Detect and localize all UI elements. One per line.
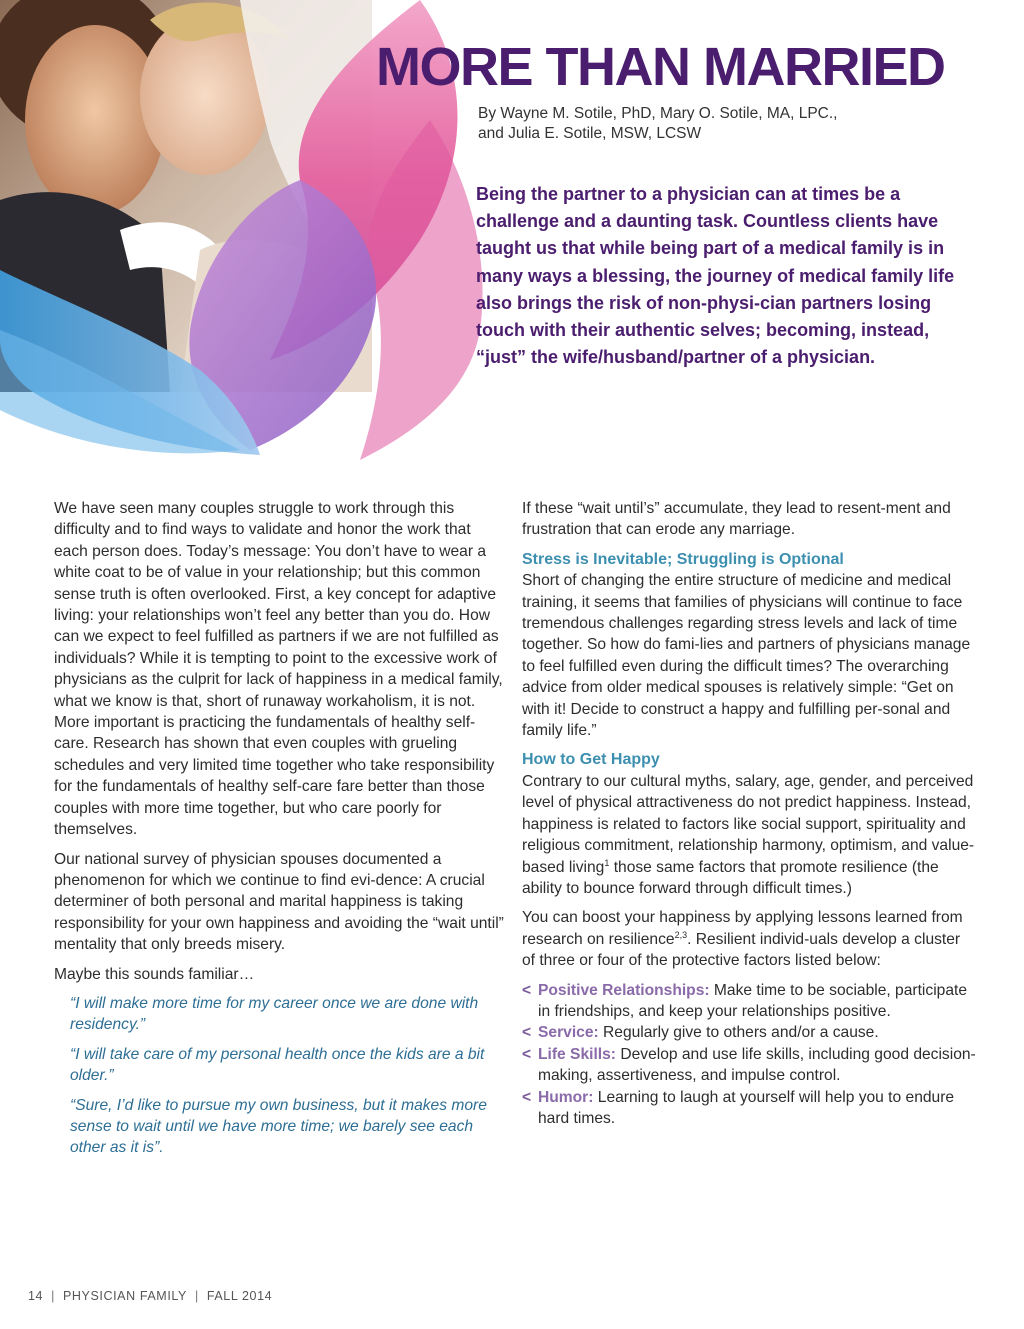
body-text: . Resilient individ-uals develop a cluster of three or four of the protective factors listed below:: [522, 930, 961, 970]
factor-term: Humor:: [538, 1088, 594, 1106]
list-item: [522, 1044, 976, 1087]
factor-term: Life Skills:: [538, 1045, 616, 1063]
quote: “Sure, I’d like to pursue my own business, but it makes more sense to wait until we have more time; we barely see each other as it is”.: [70, 1096, 487, 1157]
factor-term: Positive Relationships:: [538, 981, 710, 999]
list-item: [522, 1022, 976, 1043]
factor-term: Service:: [538, 1024, 599, 1042]
right-column: [522, 498, 976, 1129]
chevron-left-icon: <: [522, 1045, 532, 1063]
magazine-name: PHYSICIAN FAMILY: [62, 1289, 187, 1303]
body-text: Contrary to our cultural myths, salary, age, gender, and perceived level of physical attractiveness do not predict happiness. Instead, happiness is related to factors like social support, spirituality and religious commitment, relationship harmony, optimism, and value-based living: [522, 772, 975, 876]
body-paragraph: We have seen many couples struggle to work through this difficulty and to find ways to validate and honor the work that each person does. Today’s message: You don’t have to wear a white coat to be of value in your relationship; but this common sense truth is often overlooked. First, a key concept for adaptive living: your relationships won’t feel any better than you do. How can we expect to feel fulfilled as partners if we are not fulfilled as individuals? While it is tempting to point to the excessive work of physicians as the culprit for lack of happiness in a medical family, what we know is that, short of runaway workaholism, it is not. More important is practicing the fundamentals of healthy self-care. Research has shown that even couples with grueling schedules and very limited time together who take responsibility for the fundamentals of healthy self-care fare better than those couples with more time together, but who care poorly for themselves.: [54, 500, 503, 839]
list-item: [522, 980, 976, 1023]
left-column: [54, 498, 506, 1167]
body-paragraph: Maybe this sounds familiar…: [54, 965, 255, 983]
chevron-left-icon: <: [522, 981, 532, 999]
footer-divider: |: [51, 1289, 55, 1303]
factor-text: Learning to laugh at yourself will help you to endure hard times.: [538, 1088, 955, 1127]
section-heading: How to Get Happy: [522, 751, 660, 769]
body-paragraph: Our national survey of physician spouses documented a phenomenon for which we continue to find evi-dence: A crucial determiner of both personal and marital happiness is taking responsibility for your own happiness and avoiding the “wait until” mentality that only breeds misery.: [54, 850, 504, 954]
body-paragraph: If these “wait until’s” accumulate, they lead to resent-ment and frustration that can erode any marriage.: [522, 500, 951, 539]
byline-line-2: and Julia E. Sotile, MSW, LCSW: [478, 125, 702, 142]
body-paragraph: [522, 907, 976, 971]
footnote-ref: 1: [604, 857, 610, 868]
footer-divider: |: [194, 1289, 199, 1303]
chevron-left-icon: <: [522, 1024, 532, 1042]
body-text: You can boost your happiness by applying lessons learned from research on resilience: [522, 909, 963, 948]
quote: “I will make more time for my career once we are done with residency.”: [70, 994, 479, 1034]
body-paragraph: [522, 771, 976, 899]
footnote-ref: 2,3: [674, 929, 688, 940]
section-heading: Stress is Inevitable; Struggling is Optional: [522, 550, 844, 568]
page-footer: [28, 1289, 272, 1303]
body-paragraph: Short of changing the entire structure of medicine and medical training, it seems that families of physicians will continue to face tremendous challenges regarding stress levels and lack of time together. So how do fami-lies and partners of physicians manage to feel fulfilled even during the difficult times? The overarching advice from older medical spouses is relatively simple: “Get on with it! Decide to construct a happy and fulfilling per-sonal and family life.”: [522, 572, 971, 740]
factor-list: [522, 980, 976, 1130]
factor-text: Make time to be sociable, participate in friendships, and keep your relationships positive.: [538, 981, 968, 1020]
byline-line-1: By Wayne M. Sotile, PhD, Mary O. Sotile, MA, LPC.,: [478, 105, 838, 122]
factor-text: Develop and use life skills, including good decision-making, assertiveness, and impulse control.: [538, 1045, 976, 1085]
body-text: those same factors that promote resilience (the ability to bounce forward through difficult times.): [522, 858, 939, 897]
chevron-left-icon: <: [522, 1088, 532, 1106]
factor-text: Regularly give to others and/or a cause.: [598, 1024, 879, 1042]
issue-label: FALL 2014: [206, 1289, 273, 1303]
byline: [478, 104, 998, 144]
page-number: 14: [28, 1289, 44, 1303]
article-title: MORE THAN MARRIED: [376, 37, 945, 97]
list-item: [522, 1087, 976, 1130]
intro-paragraph: Being the partner to a physician can at times be a challenge and a daunting task. Countless clients have taught us that while being part of a medical family is in many ways a blessing, the journey of medical family life also brings the risk of non-physi-cian partners losing touch with their authentic selves; becoming, instead, “just” the wife/husband/partner of a physician.: [476, 184, 955, 368]
quote: “I will take care of my personal health once the kids are a bit older.”: [70, 1045, 485, 1085]
